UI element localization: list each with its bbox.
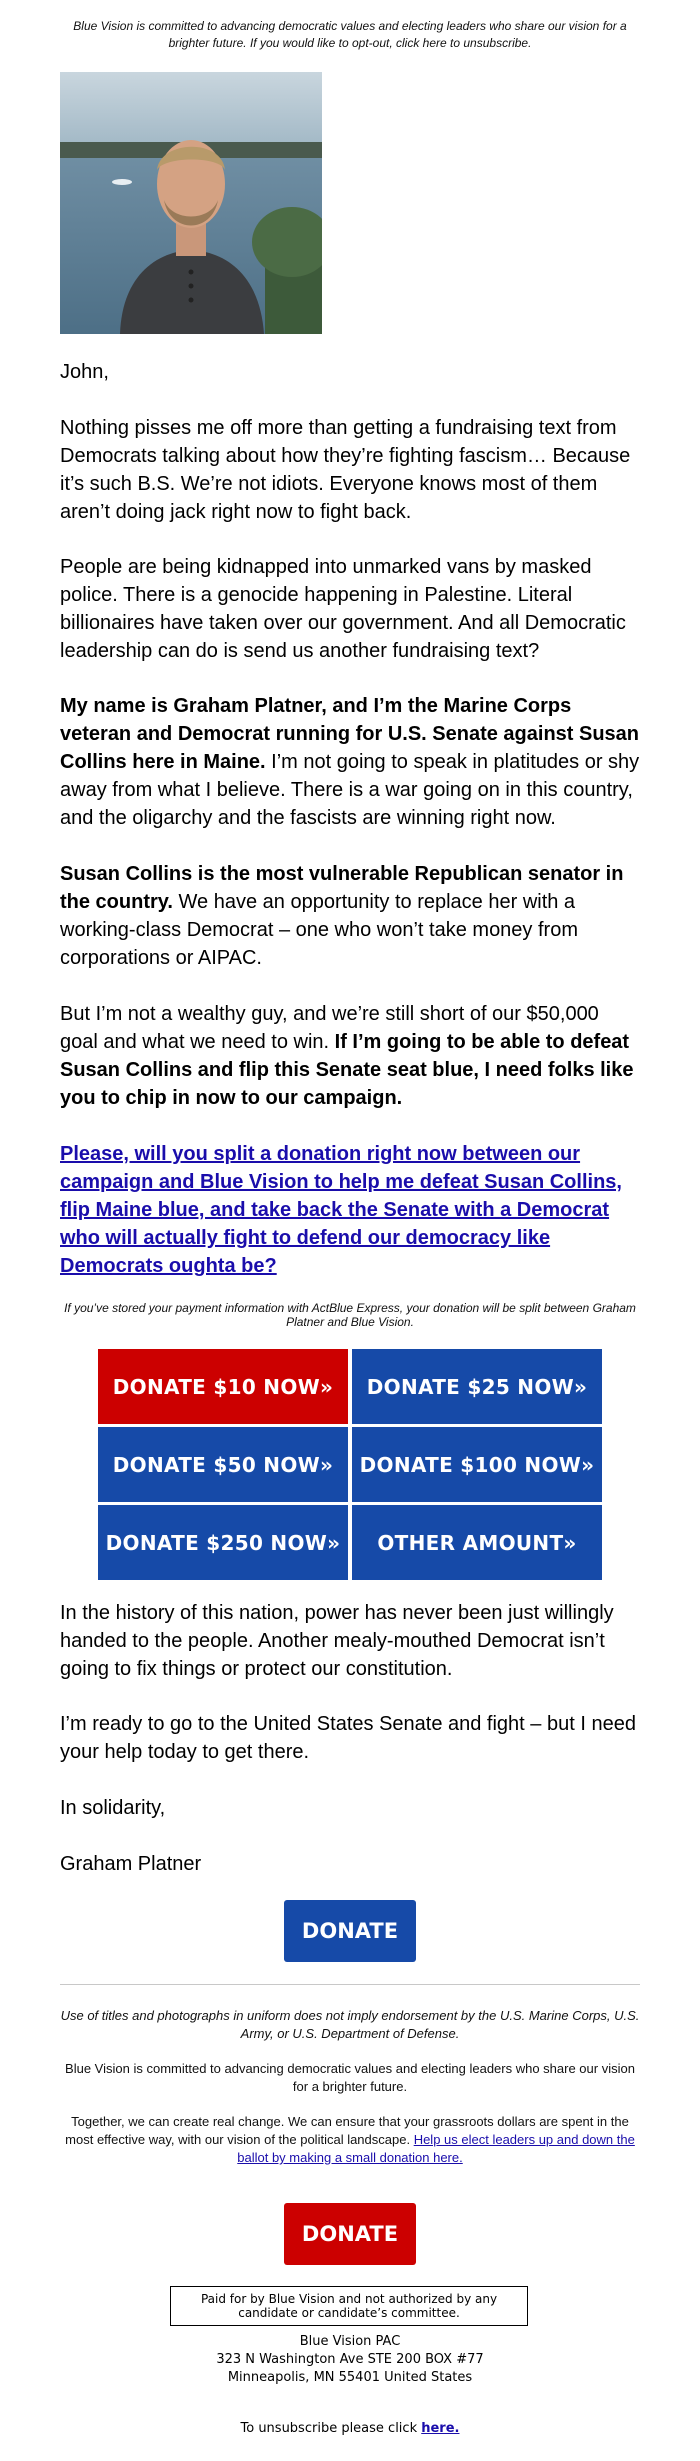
divider — [60, 1984, 640, 1985]
mission-statement: Blue Vision is committed to advancing democratic values and electing leaders who share our vision for a brighter future. — [65, 2061, 635, 2094]
paragraph-3 — [60, 692, 640, 832]
candidate-photo — [60, 72, 322, 334]
paragraph-4-bold: Susan Collins is the most vulnerable Republican senator in the country. — [60, 863, 624, 913]
signature: Graham Platner — [60, 1853, 202, 1875]
preheader[interactable]: Blue Vision is committed to advancing democratic values and electing leaders who share our vision for a brighter future. If you would like to opt-out, click here to unsubscribe. — [73, 19, 627, 50]
donate-red-button[interactable]: DONATE — [284, 2203, 416, 2265]
paragraph-2: People are being kidnapped into unmarked vans by masked police. There is a genocide happening in Palestine. Literal billionaires have taken over our government. And all Democratic leadership can do is send us another fundraising text? — [60, 556, 626, 662]
paragraph-3-text: I’m not going to speak in platitudes or shy away from what I believe. There is a war going on in this country, and the oligarchy and the fascists are winning right now. — [60, 751, 640, 829]
candidate-photo-image — [60, 72, 322, 334]
paid-for-box — [170, 2286, 528, 2326]
together-text: Together, we can create real change. We can ensure that your grassroots dollars are spent in the most effective way, with our vision of the political landscape. — [65, 2114, 629, 2147]
donate-100-button[interactable]: DONATE $100 NOW» — [352, 1427, 602, 1502]
donate-10-button[interactable]: DONATE $10 NOW» — [98, 1349, 348, 1424]
paid-for-text: Paid for by Blue Vision and not authorized by any candidate or candidate’s committee. — [200, 2292, 498, 2320]
greeting: John, — [60, 361, 109, 383]
paragraph-3-bold: My name is Graham Platner, and I’m the Marine Corps veteran and Democrat running for U.S. Senate against Susan Collins here in Maine. — [60, 695, 640, 773]
donate-50-button[interactable]: DONATE $50 NOW» — [98, 1427, 348, 1502]
actblue-note: If you’ve stored your payment information with ActBlue Express, your donation will be split between Graham Platner and Blue Vision. — [64, 1301, 636, 1329]
donate-other-amount-button[interactable]: OTHER AMOUNT» — [352, 1505, 602, 1580]
signoff: In solidarity, — [60, 1797, 166, 1819]
paragraph-5-text: But I’m not a wealthy guy, and we’re still short of our $50,000 goal and what we need to win. — [60, 1003, 599, 1053]
paragraph-5 — [60, 1000, 640, 1112]
disclaimer: Use of titles and photographs in uniform does not imply endorsement by the U.S. Marine Corps, U.S. Army, or U.S. Department of Defense. — [60, 2008, 640, 2041]
together-statement — [60, 2113, 640, 2167]
paragraph-7: I’m ready to go to the United States Senate and fight – but I need your help today to get there. — [60, 1713, 636, 1763]
paragraph-4 — [60, 860, 640, 972]
paragraph-4-text: We have an opportunity to replace her with a working-class Democrat – one who won’t take money from corporations or AIPAC. — [60, 891, 578, 969]
paragraph-1: Nothing pisses me off more than getting a fundraising text from Democrats talking about how they’re fighting fascism… Because it’s such B.S. We’re not idiots. Everyone knows most of them aren’t doing jack right now to fight back. — [60, 417, 631, 523]
paragraph-6: In the history of this nation, power has never been just willingly handed to the people. Another mealy-mouthed Democrat isn’t going to fix things or protect our constitution. — [60, 1602, 614, 1680]
address-block — [60, 2333, 640, 2387]
address-line-1: Blue Vision PAC — [299, 2334, 401, 2349]
unsubscribe-text: To unsubscribe please click — [240, 2421, 422, 2436]
donate-small-link[interactable]: Help us elect leaders up and down the ballot by making a small donation here. — [237, 2132, 635, 2165]
donate-250-button[interactable]: DONATE $250 NOW» — [98, 1505, 348, 1580]
unsubscribe — [60, 2421, 640, 2436]
donation-button-grid — [98, 1349, 604, 1582]
donate-button[interactable]: DONATE — [284, 1900, 416, 1962]
paragraph-5-bold: If I’m going to be able to defeat Susan Collins and flip this Senate seat blue, I need folks like you to chip in now to our campaign. — [60, 1031, 634, 1109]
unsubscribe-link[interactable]: here. — [421, 2421, 460, 2436]
address-line-2: 323 N Washington Ave STE 200 BOX #77 — [216, 2352, 484, 2367]
donation-cta-link[interactable]: Please, will you split a donation right now between our campaign and Blue Vision to help me defeat Susan Collins, flip Maine blue, and take back the Senate with a Democrat who will actually fight to defend our democracy like Democrats oughta be? — [60, 1143, 622, 1277]
address-line-3: Minneapolis, MN 55401 United States — [227, 2370, 473, 2385]
donate-25-button[interactable]: DONATE $25 NOW» — [352, 1349, 602, 1424]
